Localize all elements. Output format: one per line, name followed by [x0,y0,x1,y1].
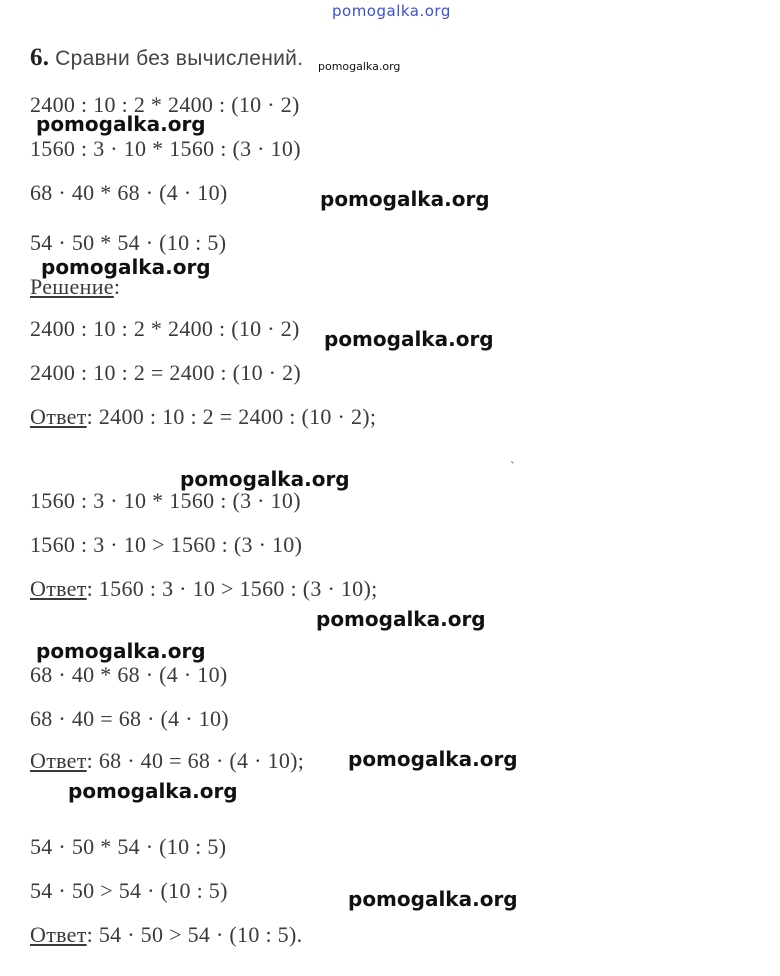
answer-text: 68 · 40 = 68 · (4 · 10); [98,748,305,773]
exercise-number: 6. [30,44,50,71]
answer-line: Ответ: 68 · 40 = 68 · (4 · 10); [30,748,305,773]
answer-line: Ответ: 54 · 50 > 54 · (10 : 5). [30,922,303,947]
answer-line: Ответ: 2400 : 10 : 2 = 2400 : (10 · 2); [30,404,377,429]
watermark: pomogalka.org [348,747,518,771]
answer-label: Ответ [30,404,87,429]
watermark: pomogalka.org [180,467,350,491]
answer-line: Ответ: 1560 : 3 · 10 > 1560 : (3 · 10); [30,576,378,601]
watermark: pomogalka.org [348,887,518,911]
exercise-title: Сравни без вычислений. [55,47,304,70]
solution-result-line: 1560 : 3 · 10 > 1560 : (3 · 10) [30,532,303,557]
exercise-header [30,44,303,72]
solution-task-line: 54 · 50 * 54 · (10 : 5) [30,834,227,859]
answer-label: Ответ [30,576,87,601]
watermark-top: pomogalka.org [332,2,451,20]
answer-label: Ответ [30,922,87,947]
solution-task-line: 2400 : 10 : 2 * 2400 : (10 · 2) [30,316,300,341]
watermark: pomogalka.org [320,187,490,211]
answer-text: 54 · 50 > 54 · (10 : 5). [98,922,303,947]
watermark: pomogalka.org [36,639,206,663]
task-line: 68 · 40 * 68 · (4 · 10) [30,180,228,205]
task-line: 2400 : 10 : 2 * 2400 : (10 · 2) [30,92,300,117]
watermark: pomogalka.org [68,779,238,803]
scan-speck: ` [510,460,515,475]
answer-text: 1560 : 3 · 10 > 1560 : (3 · 10); [98,576,378,601]
solution-result-line: 54 · 50 > 54 · (10 : 5) [30,878,228,903]
task-line: 1560 : 3 · 10 * 1560 : (3 · 10) [30,136,301,161]
watermark-small: pomogalka.org [318,60,401,73]
solution-result-line: 68 · 40 = 68 · (4 · 10) [30,706,229,731]
solution-task-line: 68 · 40 * 68 · (4 · 10) [30,662,228,687]
solution-task-line: 1560 : 3 · 10 * 1560 : (3 · 10) [30,488,301,513]
solution-label: Решение [30,274,114,299]
watermark: pomogalka.org [36,112,206,136]
watermark: pomogalka.org [316,607,486,631]
watermark: pomogalka.org [324,327,494,351]
solution-heading: Решение: [30,274,121,299]
solution-result-line: 2400 : 10 : 2 = 2400 : (10 · 2) [30,360,302,385]
watermark: pomogalka.org [41,255,211,279]
answer-label: Ответ [30,748,87,773]
answer-text: 2400 : 10 : 2 = 2400 : (10 · 2); [98,404,377,429]
task-line: 54 · 50 * 54 · (10 : 5) [30,230,227,255]
